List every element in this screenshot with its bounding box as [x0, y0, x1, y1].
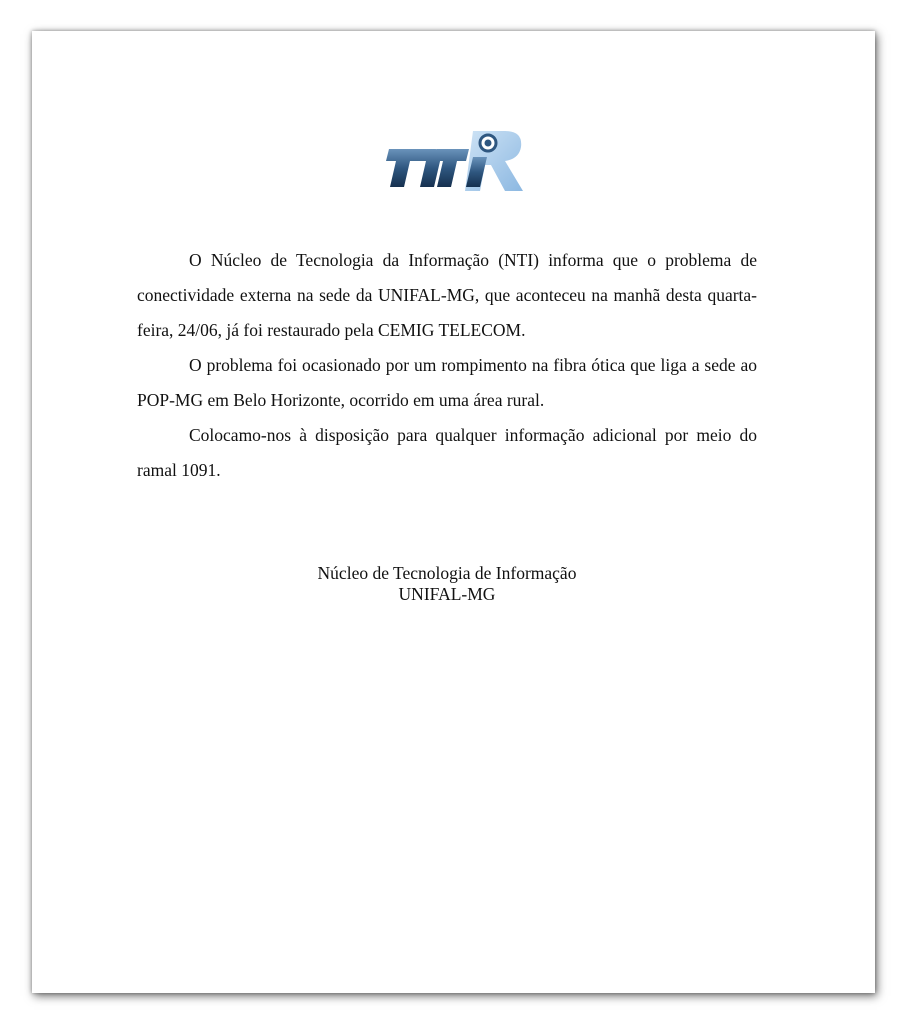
signature-line-1: Núcleo de Tecnologia de Informação [317, 563, 577, 583]
signature-line-2: UNIFAL-MG [398, 584, 496, 604]
announcement-body [137, 243, 757, 488]
paragraph-1: O Núcleo de Tecnologia da Informação (NTI) informa que o problema de conectividade externa na sede da UNIFAL-MG, que aconteceu na manhã desta quarta-feira, 24/06, já foi restaurado pela CEMIG TELECOM. [137, 250, 757, 340]
nti-logo [377, 125, 527, 195]
paragraph-2: O problema foi ocasionado por um rompimento na fibra ótica que liga a sede ao POP-MG em Belo Horizonte, ocorrido em uma área rural. [137, 355, 757, 410]
nti-logo-icon [377, 125, 527, 195]
paragraph-3: Colocamo-nos à disposição para qualquer informação adicional por meio do ramal 1091. [137, 425, 757, 480]
signature-block [137, 563, 757, 605]
document-page [32, 31, 875, 993]
